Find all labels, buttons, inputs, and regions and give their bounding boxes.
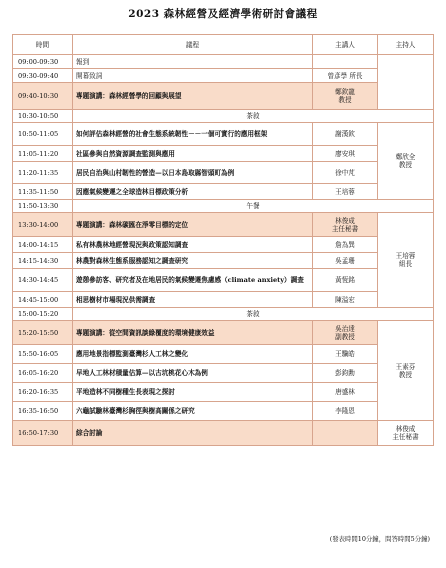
row-topic: 平地造林不同樹種生長表現之探討 (73, 383, 313, 402)
table-row (13, 345, 434, 364)
row-break-label: 午餐 (73, 200, 434, 213)
row-topic: 如何評估森林經營的社會生態系統韌性－－一個可實行的應用框架 (73, 123, 313, 146)
row-time: 14:15-14:30 (13, 253, 73, 269)
table-row (13, 269, 434, 292)
row-topic: 社區參與自然資源調查監測與應用 (73, 146, 313, 162)
table-row (13, 253, 434, 269)
header-topic: 議程 (73, 35, 313, 55)
table-row (13, 123, 434, 146)
row-time: 14:00-14:15 (13, 237, 73, 253)
row-break-label: 茶敘 (73, 110, 434, 123)
header-row (13, 35, 434, 55)
table-row-keynote (13, 83, 434, 110)
header-time: 時間 (13, 35, 73, 55)
row-speaker: 吳治達 副教授 (313, 321, 378, 345)
table-row-closing (13, 421, 434, 446)
row-time: 11:05-11:20 (13, 146, 73, 162)
table-row (13, 55, 434, 69)
table-row-keynote (13, 213, 434, 237)
row-time: 16:05-16:20 (13, 364, 73, 383)
row-speaker: 黃恆銘 (313, 269, 378, 292)
row-topic: 相思樹材市場現況供需調查 (73, 292, 313, 308)
table-row (13, 69, 434, 83)
row-topic: 專題演講：森林經營學的回顧與展望 (73, 83, 313, 110)
table-row (13, 146, 434, 162)
table-row (13, 364, 434, 383)
header-speaker: 主講人 (313, 35, 378, 55)
row-speaker: 林俊成 主任秘書 (313, 213, 378, 237)
row-time: 14:30-14:45 (13, 269, 73, 292)
row-topic: 六龜試驗林臺灣杉胸徑與樹高關係之研究 (73, 402, 313, 421)
row-closing-host: 林俊成 主任秘書 (378, 421, 434, 446)
row-topic: 遊憩參訪客、研究者及在地居民的氣候變遷焦慮感（climate anxiety）調查 (73, 269, 313, 292)
host-late-afternoon: 王素芬 教授 (378, 321, 434, 421)
row-time: 09:30-09:40 (13, 69, 73, 83)
table-row-keynote (13, 321, 434, 345)
row-time: 15:00-15:20 (13, 308, 73, 321)
row-topic: 居民自治與山村韌性的營造—以日本島取縣智頭町為例 (73, 162, 313, 184)
row-speaker: 王驥皓 (313, 345, 378, 364)
row-speaker: 徐中芃 (313, 162, 378, 184)
row-time: 15:50-16:05 (13, 345, 73, 364)
row-speaker: 吳孟珊 (313, 253, 378, 269)
row-time: 14:45-15:00 (13, 292, 73, 308)
row-speaker: 曾彥學 所長 (313, 69, 378, 83)
row-time: 09:00-09:30 (13, 55, 73, 69)
row-topic: 開幕致詞 (73, 69, 313, 83)
row-time: 10:30-10:50 (13, 110, 73, 123)
table-row (13, 292, 434, 308)
row-time: 13:30-14:00 (13, 213, 73, 237)
row-speaker: 謝漢欽 (313, 123, 378, 146)
host-cell-opening (378, 55, 434, 110)
row-speaker: 王培蓉 (313, 184, 378, 200)
footnote: (發表時間10分鐘，問答時間5分鐘) (329, 535, 430, 543)
host-early-afternoon: 王培蓉 組長 (378, 213, 434, 308)
row-time: 15:20-15:50 (13, 321, 73, 345)
row-speaker: 唐盛林 (313, 383, 378, 402)
table-row (13, 402, 434, 421)
row-time: 11:20-11:35 (13, 162, 73, 184)
table-row (13, 383, 434, 402)
row-topic: 林農對森林生態系服務認知之調查研究 (73, 253, 313, 269)
table-row-break (13, 308, 434, 321)
row-time: 16:35-16:50 (13, 402, 73, 421)
page-title: 2023 森林經營及經濟學術研討會議程 (128, 8, 318, 20)
table-row (13, 162, 434, 184)
table-row-break (13, 200, 434, 213)
row-topic: 私有林農林地經營現況與政策認知調查 (73, 237, 313, 253)
row-topic: 專題演講：從空間資訊談綠覆度的環境健康效益 (73, 321, 313, 345)
row-break-label: 茶敘 (73, 308, 434, 321)
row-speaker (313, 55, 378, 69)
row-time: 11:35-11:50 (13, 184, 73, 200)
row-speaker: 李隆恩 (313, 402, 378, 421)
host-morning: 鄭欣全 教授 (378, 123, 434, 200)
row-time: 10:50-11:05 (13, 123, 73, 146)
table-row (13, 184, 434, 200)
header-host: 主持人 (378, 35, 434, 55)
row-topic: 專題演講：森林碳匯在淨零目標的定位 (73, 213, 313, 237)
row-speaker: 廖安琪 (313, 146, 378, 162)
row-time: 09:40-10:30 (13, 83, 73, 110)
table-row-break (13, 110, 434, 123)
row-topic: 綜合討論 (73, 421, 313, 446)
row-speaker: 彭鈞勳 (313, 364, 378, 383)
row-topic: 因應氣候變遷之全球造林目標政策分析 (73, 184, 313, 200)
row-topic: 報到 (73, 55, 313, 69)
row-topic: 早地人工林材積量估算—以古坑桃花心木為例 (73, 364, 313, 383)
row-time: 11:50-13:30 (13, 200, 73, 213)
row-speaker-empty (313, 421, 378, 446)
row-speaker: 陳溢宏 (313, 292, 378, 308)
agenda-table (12, 34, 434, 446)
row-speaker: 詹為巽 (313, 237, 378, 253)
row-speaker: 鄭欽龍 教授 (313, 83, 378, 110)
row-time: 16:50-17:30 (13, 421, 73, 446)
row-topic: 應用地景指標監測臺灣杉人工林之變化 (73, 345, 313, 364)
row-time: 16:20-16:35 (13, 383, 73, 402)
table-row (13, 237, 434, 253)
